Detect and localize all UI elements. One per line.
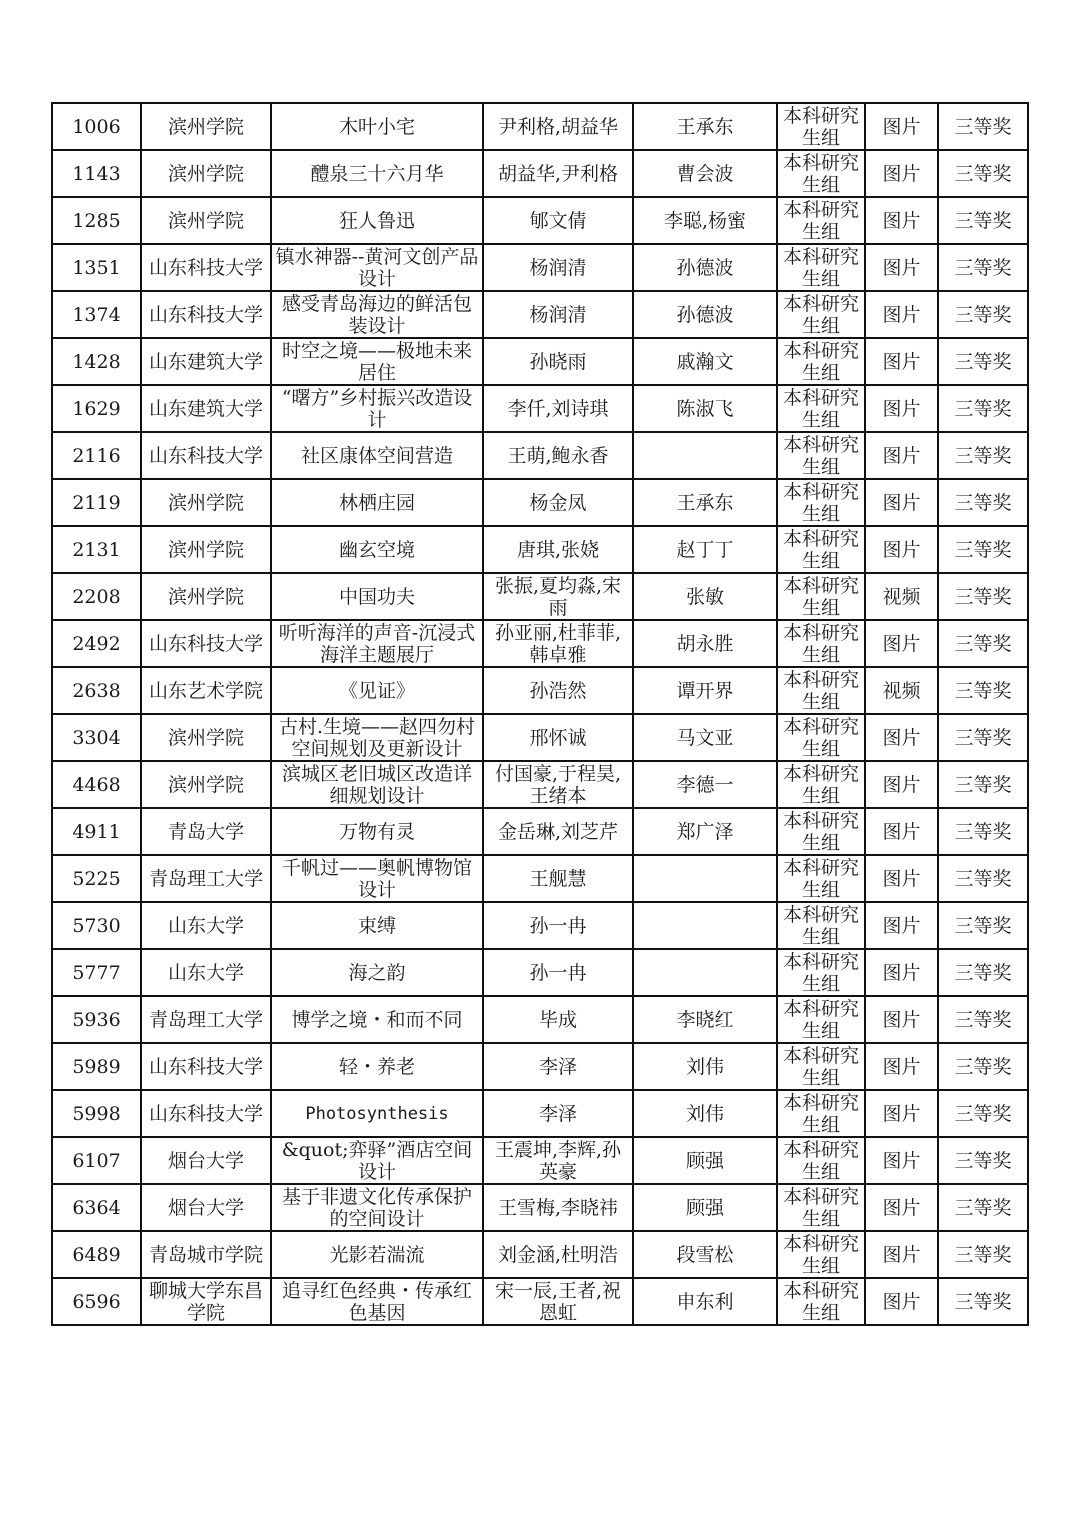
- table-row: [52, 573, 1028, 620]
- group-cell: 本科研究生组: [777, 244, 865, 291]
- work-type-cell: 图片: [865, 432, 938, 479]
- entry-id-cell: 3304: [52, 714, 141, 761]
- school-cell: 山东建筑大学: [141, 338, 271, 385]
- entry-id-cell: 6596: [52, 1278, 141, 1325]
- group-cell: 本科研究生组: [777, 573, 865, 620]
- advisor-cell: 李聪,杨蜜: [633, 197, 777, 244]
- group-cell: 本科研究生组: [777, 808, 865, 855]
- work-type-cell: 图片: [865, 103, 938, 150]
- prize-cell: 三等奖: [938, 761, 1028, 808]
- group-cell: 本科研究生组: [777, 855, 865, 902]
- authors-cell: 孙亚丽,杜菲菲,韩卓雅: [483, 620, 633, 667]
- entry-id-cell: 2208: [52, 573, 141, 620]
- advisor-cell: 马文亚: [633, 714, 777, 761]
- school-cell: 山东建筑大学: [141, 385, 271, 432]
- work-title-cell: 追寻红色经典・传承红色基因: [271, 1278, 483, 1325]
- school-cell: 青岛理工大学: [141, 996, 271, 1043]
- authors-cell: 唐琪,张娆: [483, 526, 633, 573]
- work-type-cell: 图片: [865, 1278, 938, 1325]
- prize-cell: 三等奖: [938, 385, 1028, 432]
- entry-id-cell: 4911: [52, 808, 141, 855]
- work-type-cell: 图片: [865, 808, 938, 855]
- school-cell: 聊城大学东昌学院: [141, 1278, 271, 1325]
- work-title-cell: 光影若湍流: [271, 1231, 483, 1278]
- work-type-cell: 视频: [865, 667, 938, 714]
- group-cell: 本科研究生组: [777, 432, 865, 479]
- authors-cell: 杨润清: [483, 291, 633, 338]
- entry-id-cell: 1143: [52, 150, 141, 197]
- work-type-cell: 图片: [865, 761, 938, 808]
- advisor-cell: 谭开界: [633, 667, 777, 714]
- group-cell: 本科研究生组: [777, 526, 865, 573]
- advisor-cell: 段雪松: [633, 1231, 777, 1278]
- school-cell: 山东科技大学: [141, 432, 271, 479]
- work-type-cell: 图片: [865, 338, 938, 385]
- entry-id-cell: 1285: [52, 197, 141, 244]
- group-cell: 本科研究生组: [777, 150, 865, 197]
- group-cell: 本科研究生组: [777, 667, 865, 714]
- school-cell: 滨州学院: [141, 479, 271, 526]
- authors-cell: 毕成: [483, 996, 633, 1043]
- prize-cell: 三等奖: [938, 103, 1028, 150]
- work-title-cell: 基于非遗文化传承保护的空间设计: [271, 1184, 483, 1231]
- prize-cell: 三等奖: [938, 667, 1028, 714]
- authors-cell: 孙浩然: [483, 667, 633, 714]
- work-type-cell: 图片: [865, 855, 938, 902]
- authors-cell: 刘金涵,杜明浩: [483, 1231, 633, 1278]
- table-row: [52, 620, 1028, 667]
- advisor-cell: 赵丁丁: [633, 526, 777, 573]
- advisor-cell: 郑广泽: [633, 808, 777, 855]
- work-type-cell: 图片: [865, 479, 938, 526]
- work-type-cell: 图片: [865, 996, 938, 1043]
- work-title-cell: 滨城区老旧城区改造详细规划设计: [271, 761, 483, 808]
- prize-cell: 三等奖: [938, 902, 1028, 949]
- group-cell: 本科研究生组: [777, 761, 865, 808]
- school-cell: 烟台大学: [141, 1137, 271, 1184]
- school-cell: 山东大学: [141, 949, 271, 996]
- table-row: [52, 1090, 1028, 1137]
- work-title-cell: 古村.生境——赵四勿村空间规划及更新设计: [271, 714, 483, 761]
- school-cell: 山东科技大学: [141, 620, 271, 667]
- table-row: [52, 761, 1028, 808]
- authors-cell: 胡益华,尹利格: [483, 150, 633, 197]
- table-row: [52, 855, 1028, 902]
- table-row: [52, 479, 1028, 526]
- authors-cell: 王舰慧: [483, 855, 633, 902]
- authors-cell: 孙一冉: [483, 902, 633, 949]
- table-row: [52, 996, 1028, 1043]
- advisor-cell: 刘伟: [633, 1090, 777, 1137]
- entry-id-cell: 2131: [52, 526, 141, 573]
- advisor-cell: 李德一: [633, 761, 777, 808]
- authors-cell: 尹利格,胡益华: [483, 103, 633, 150]
- school-cell: 山东艺术学院: [141, 667, 271, 714]
- work-type-cell: 图片: [865, 1184, 938, 1231]
- authors-cell: 付国豪,于程昊,王绪本: [483, 761, 633, 808]
- table-row: [52, 197, 1028, 244]
- entry-id-cell: 5730: [52, 902, 141, 949]
- school-cell: 山东大学: [141, 902, 271, 949]
- school-cell: 青岛城市学院: [141, 1231, 271, 1278]
- school-cell: 滨州学院: [141, 103, 271, 150]
- advisor-cell: 戚瀚文: [633, 338, 777, 385]
- group-cell: 本科研究生组: [777, 1090, 865, 1137]
- group-cell: 本科研究生组: [777, 1043, 865, 1090]
- table-row: [52, 1231, 1028, 1278]
- prize-cell: 三等奖: [938, 1184, 1028, 1231]
- work-title-cell: 中国功夫: [271, 573, 483, 620]
- authors-cell: 李泽: [483, 1043, 633, 1090]
- advisor-cell: 胡永胜: [633, 620, 777, 667]
- school-cell: 青岛大学: [141, 808, 271, 855]
- work-type-cell: 图片: [865, 949, 938, 996]
- award-list-sheet: [51, 102, 1027, 1326]
- group-cell: 本科研究生组: [777, 714, 865, 761]
- advisor-cell: 王承东: [633, 103, 777, 150]
- advisor-cell: 陈淑飞: [633, 385, 777, 432]
- work-type-cell: 图片: [865, 197, 938, 244]
- entry-id-cell: 1351: [52, 244, 141, 291]
- table-row: [52, 1184, 1028, 1231]
- prize-cell: 三等奖: [938, 291, 1028, 338]
- advisor-cell: 顾强: [633, 1137, 777, 1184]
- school-cell: 山东科技大学: [141, 1043, 271, 1090]
- table-row: [52, 949, 1028, 996]
- prize-cell: 三等奖: [938, 150, 1028, 197]
- table-row: [52, 385, 1028, 432]
- work-title-cell: 镇水神器--黄河文创产品设计: [271, 244, 483, 291]
- advisor-cell: 李晓红: [633, 996, 777, 1043]
- entry-id-cell: 5777: [52, 949, 141, 996]
- work-title-cell: 听听海洋的声音-沉浸式海洋主题展厅: [271, 620, 483, 667]
- entry-id-cell: 2638: [52, 667, 141, 714]
- entry-id-cell: 1629: [52, 385, 141, 432]
- group-cell: 本科研究生组: [777, 1278, 865, 1325]
- advisor-cell: [633, 902, 777, 949]
- table-row: [52, 902, 1028, 949]
- group-cell: 本科研究生组: [777, 902, 865, 949]
- work-title-cell: 感受青岛海边的鲜活包装设计: [271, 291, 483, 338]
- entry-id-cell: 2119: [52, 479, 141, 526]
- prize-cell: 三等奖: [938, 808, 1028, 855]
- school-cell: 滨州学院: [141, 573, 271, 620]
- work-title-cell: 时空之境——极地未来居住: [271, 338, 483, 385]
- authors-cell: 王震坤,李辉,孙英豪: [483, 1137, 633, 1184]
- entry-id-cell: 2492: [52, 620, 141, 667]
- group-cell: 本科研究生组: [777, 291, 865, 338]
- prize-cell: 三等奖: [938, 244, 1028, 291]
- entry-id-cell: 2116: [52, 432, 141, 479]
- work-title-cell: 醴泉三十六月华: [271, 150, 483, 197]
- group-cell: 本科研究生组: [777, 197, 865, 244]
- award-table: [51, 102, 1029, 1326]
- advisor-cell: 孙德波: [633, 244, 777, 291]
- prize-cell: 三等奖: [938, 855, 1028, 902]
- work-title-cell: 博学之境・和而不同: [271, 996, 483, 1043]
- prize-cell: 三等奖: [938, 620, 1028, 667]
- table-row: [52, 667, 1028, 714]
- work-title-cell: 束缚: [271, 902, 483, 949]
- advisor-cell: 张敏: [633, 573, 777, 620]
- advisor-cell: 顾强: [633, 1184, 777, 1231]
- group-cell: 本科研究生组: [777, 385, 865, 432]
- entry-id-cell: 5225: [52, 855, 141, 902]
- work-type-cell: 图片: [865, 714, 938, 761]
- authors-cell: 杨润清: [483, 244, 633, 291]
- group-cell: 本科研究生组: [777, 620, 865, 667]
- work-title-cell: &quot;弈驿”酒店空间设计: [271, 1137, 483, 1184]
- work-title-cell: 海之韵: [271, 949, 483, 996]
- table-row: [52, 1137, 1028, 1184]
- table-row: [52, 291, 1028, 338]
- group-cell: 本科研究生组: [777, 1231, 865, 1278]
- authors-cell: 孙一冉: [483, 949, 633, 996]
- school-cell: 滨州学院: [141, 761, 271, 808]
- entry-id-cell: 1374: [52, 291, 141, 338]
- work-title-cell: 《见证》: [271, 667, 483, 714]
- advisor-cell: [633, 949, 777, 996]
- work-type-cell: 图片: [865, 1137, 938, 1184]
- work-type-cell: 视频: [865, 573, 938, 620]
- prize-cell: 三等奖: [938, 1231, 1028, 1278]
- group-cell: 本科研究生组: [777, 103, 865, 150]
- table-row: [52, 103, 1028, 150]
- work-title-cell: 木叶小宅: [271, 103, 483, 150]
- work-type-cell: 图片: [865, 902, 938, 949]
- work-title-cell: 狂人鲁迅: [271, 197, 483, 244]
- entry-id-cell: 1428: [52, 338, 141, 385]
- work-title-cell: 社区康体空间营造: [271, 432, 483, 479]
- table-row: [52, 150, 1028, 197]
- group-cell: 本科研究生组: [777, 1137, 865, 1184]
- prize-cell: 三等奖: [938, 1278, 1028, 1325]
- advisor-cell: 曹会波: [633, 150, 777, 197]
- prize-cell: 三等奖: [938, 996, 1028, 1043]
- entry-id-cell: 4468: [52, 761, 141, 808]
- prize-cell: 三等奖: [938, 714, 1028, 761]
- work-type-cell: 图片: [865, 244, 938, 291]
- group-cell: 本科研究生组: [777, 996, 865, 1043]
- authors-cell: 张振,夏均淼,宋雨: [483, 573, 633, 620]
- school-cell: 滨州学院: [141, 150, 271, 197]
- work-title-cell: “曙方”乡村振兴改造设计: [271, 385, 483, 432]
- advisor-cell: 王承东: [633, 479, 777, 526]
- authors-cell: 王雪梅,李晓祎: [483, 1184, 633, 1231]
- authors-cell: 李仟,刘诗琪: [483, 385, 633, 432]
- table-row: [52, 526, 1028, 573]
- table-row: [52, 714, 1028, 761]
- entry-id-cell: 1006: [52, 103, 141, 150]
- prize-cell: 三等奖: [938, 197, 1028, 244]
- award-table-body: [52, 103, 1028, 1325]
- work-type-cell: 图片: [865, 291, 938, 338]
- group-cell: 本科研究生组: [777, 949, 865, 996]
- entry-id-cell: 6489: [52, 1231, 141, 1278]
- prize-cell: 三等奖: [938, 432, 1028, 479]
- school-cell: 滨州学院: [141, 197, 271, 244]
- work-type-cell: 图片: [865, 1231, 938, 1278]
- authors-cell: 孙晓雨: [483, 338, 633, 385]
- advisor-cell: 刘伟: [633, 1043, 777, 1090]
- entry-id-cell: 5998: [52, 1090, 141, 1137]
- prize-cell: 三等奖: [938, 526, 1028, 573]
- entry-id-cell: 6107: [52, 1137, 141, 1184]
- school-cell: 青岛理工大学: [141, 855, 271, 902]
- table-row: [52, 244, 1028, 291]
- authors-cell: 李泽: [483, 1090, 633, 1137]
- prize-cell: 三等奖: [938, 338, 1028, 385]
- group-cell: 本科研究生组: [777, 479, 865, 526]
- table-row: [52, 808, 1028, 855]
- prize-cell: 三等奖: [938, 1137, 1028, 1184]
- advisor-cell: [633, 432, 777, 479]
- prize-cell: 三等奖: [938, 1043, 1028, 1090]
- entry-id-cell: 5936: [52, 996, 141, 1043]
- authors-cell: 王萌,鲍永香: [483, 432, 633, 479]
- entry-id-cell: 5989: [52, 1043, 141, 1090]
- work-type-cell: 图片: [865, 1090, 938, 1137]
- group-cell: 本科研究生组: [777, 338, 865, 385]
- table-row: [52, 432, 1028, 479]
- work-title-cell: 林栖庄园: [271, 479, 483, 526]
- entry-id-cell: 6364: [52, 1184, 141, 1231]
- prize-cell: 三等奖: [938, 573, 1028, 620]
- work-type-cell: 图片: [865, 385, 938, 432]
- work-title-cell: 幽玄空境: [271, 526, 483, 573]
- prize-cell: 三等奖: [938, 479, 1028, 526]
- work-title-cell: 千帆过——奥帆博物馆设计: [271, 855, 483, 902]
- school-cell: 滨州学院: [141, 714, 271, 761]
- work-title-cell: 万物有灵: [271, 808, 483, 855]
- advisor-cell: 申东利: [633, 1278, 777, 1325]
- group-cell: 本科研究生组: [777, 1184, 865, 1231]
- authors-cell: 宋一辰,王者,祝恩虹: [483, 1278, 633, 1325]
- table-row: [52, 1278, 1028, 1325]
- school-cell: 山东科技大学: [141, 1090, 271, 1137]
- work-type-cell: 图片: [865, 620, 938, 667]
- authors-cell: 金岳琳,刘芝芹: [483, 808, 633, 855]
- advisor-cell: [633, 855, 777, 902]
- school-cell: 烟台大学: [141, 1184, 271, 1231]
- advisor-cell: 孙德波: [633, 291, 777, 338]
- work-title-cell: Photosynthesis: [271, 1090, 483, 1137]
- work-type-cell: 图片: [865, 1043, 938, 1090]
- school-cell: 山东科技大学: [141, 291, 271, 338]
- work-type-cell: 图片: [865, 526, 938, 573]
- authors-cell: 邢怀诚: [483, 714, 633, 761]
- authors-cell: 郇文倩: [483, 197, 633, 244]
- prize-cell: 三等奖: [938, 949, 1028, 996]
- work-title-cell: 轻・养老: [271, 1043, 483, 1090]
- prize-cell: 三等奖: [938, 1090, 1028, 1137]
- school-cell: 滨州学院: [141, 526, 271, 573]
- table-row: [52, 338, 1028, 385]
- work-type-cell: 图片: [865, 150, 938, 197]
- table-row: [52, 1043, 1028, 1090]
- school-cell: 山东科技大学: [141, 244, 271, 291]
- authors-cell: 杨金凤: [483, 479, 633, 526]
